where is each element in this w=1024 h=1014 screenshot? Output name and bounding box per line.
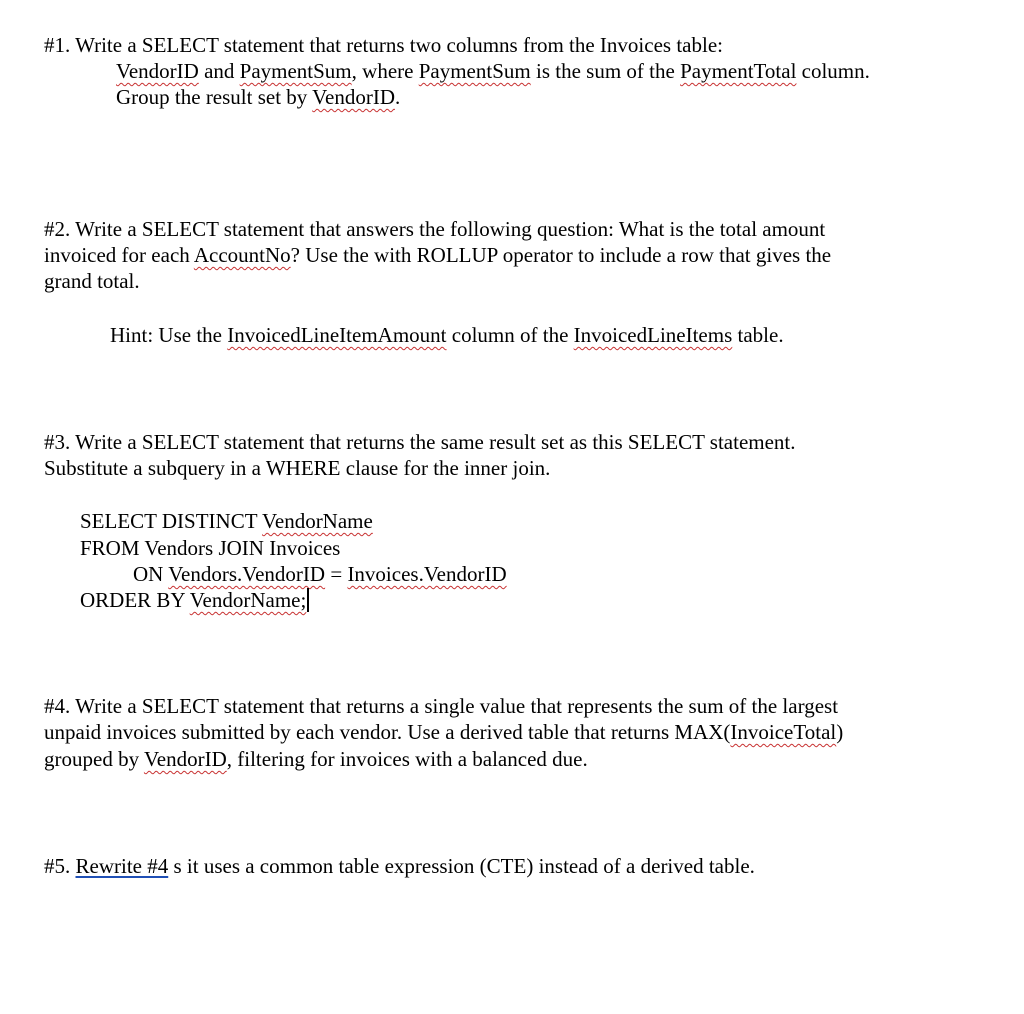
- q3-line-2: Substitute a subquery in a WHERE clause for the inner join.: [44, 456, 551, 480]
- q4-term-vendorid: VendorID: [143, 747, 227, 771]
- q4-term-invoicetotal: InvoiceTotal: [730, 720, 837, 744]
- q2-hint-text: table.: [732, 323, 784, 347]
- code-text: =: [325, 562, 348, 586]
- q2-text: invoiced for each: [44, 243, 194, 267]
- q4-text: ): [836, 720, 844, 744]
- q2-line-1: #2. Write a SELECT statement that answers the following question: What is the total amount: [44, 217, 826, 241]
- q1-text: Group the result set by: [116, 85, 313, 109]
- q1-text: , where: [351, 59, 419, 83]
- q2-hint-text: column of the: [446, 323, 574, 347]
- q4-line-2: [44, 719, 843, 745]
- q4-line-3: [44, 746, 588, 772]
- q1-text: .: [394, 85, 401, 109]
- q1-term-paymenttotal: PaymentTotal: [680, 59, 797, 83]
- q2-line-2: [44, 242, 831, 268]
- q1-text: is the sum of the: [530, 59, 681, 83]
- code-term-vendorname: VendorName: [262, 509, 373, 533]
- q1-term-paymentsum-2: PaymentSum: [418, 59, 531, 83]
- q2-hint: [110, 322, 784, 348]
- q3-code-line-3: [133, 561, 507, 587]
- q1-line-3: [116, 84, 400, 110]
- q1-term-vendorid-2: VendorID: [312, 85, 395, 109]
- q5-text: s it uses a common table expression (CTE) instead of a derived table.: [168, 854, 755, 878]
- code-term-invoices-vendorid: Invoices.VendorID: [347, 562, 507, 586]
- q1-term-paymentsum: PaymentSum: [239, 59, 352, 83]
- q4-text: , filtering for invoices with a balanced due.: [226, 747, 588, 771]
- q3-code-line-4: [80, 587, 309, 613]
- q4-text: unpaid invoices submitted by each vendor. Use a derived table that returns MAX(: [44, 720, 731, 744]
- text-cursor: [307, 588, 309, 612]
- q5-text: #5.: [44, 854, 76, 878]
- code-text: ORDER BY: [80, 588, 190, 612]
- q3-line-1: #3. Write a SELECT statement that returns the same result set as this SELECT statement.: [44, 430, 796, 454]
- q4-line-1: #4. Write a SELECT statement that returns a single value that represents the sum of the largest: [44, 694, 839, 718]
- q1-text: column.: [796, 59, 870, 83]
- code-text: SELECT DISTINCT: [80, 509, 263, 533]
- q2-line-3: grand total.: [44, 269, 140, 293]
- q2-hint-text: Hint: Use the: [110, 323, 228, 347]
- q2-term-invoicedlineitemamount: InvoicedLineItemAmount: [227, 323, 447, 347]
- q1-term-vendorid: VendorID: [116, 59, 199, 83]
- q1-text: and: [198, 59, 240, 83]
- q3-code-line-2: FROM Vendors JOIN Invoices: [80, 536, 341, 560]
- q2-text: ? Use the with ROLLUP operator to include a row that gives the: [290, 243, 832, 267]
- code-term-vendorname-2: VendorName;: [189, 588, 307, 612]
- q2-term-accountno: AccountNo: [193, 243, 291, 267]
- q3-code-line-1: [80, 508, 373, 534]
- code-term-vendors-vendorid: Vendors.VendorID: [168, 562, 326, 586]
- q1-line-2: [116, 58, 870, 84]
- q4-text: grouped by: [44, 747, 144, 771]
- rewrite-link[interactable]: Rewrite #4: [75, 854, 169, 878]
- q2-term-invoicedlineitems: InvoicedLineItems: [573, 323, 733, 347]
- q5-line: [44, 853, 755, 879]
- q1-line-1: #1. Write a SELECT statement that returns two columns from the Invoices table:: [44, 33, 723, 57]
- code-text: ON: [133, 562, 169, 586]
